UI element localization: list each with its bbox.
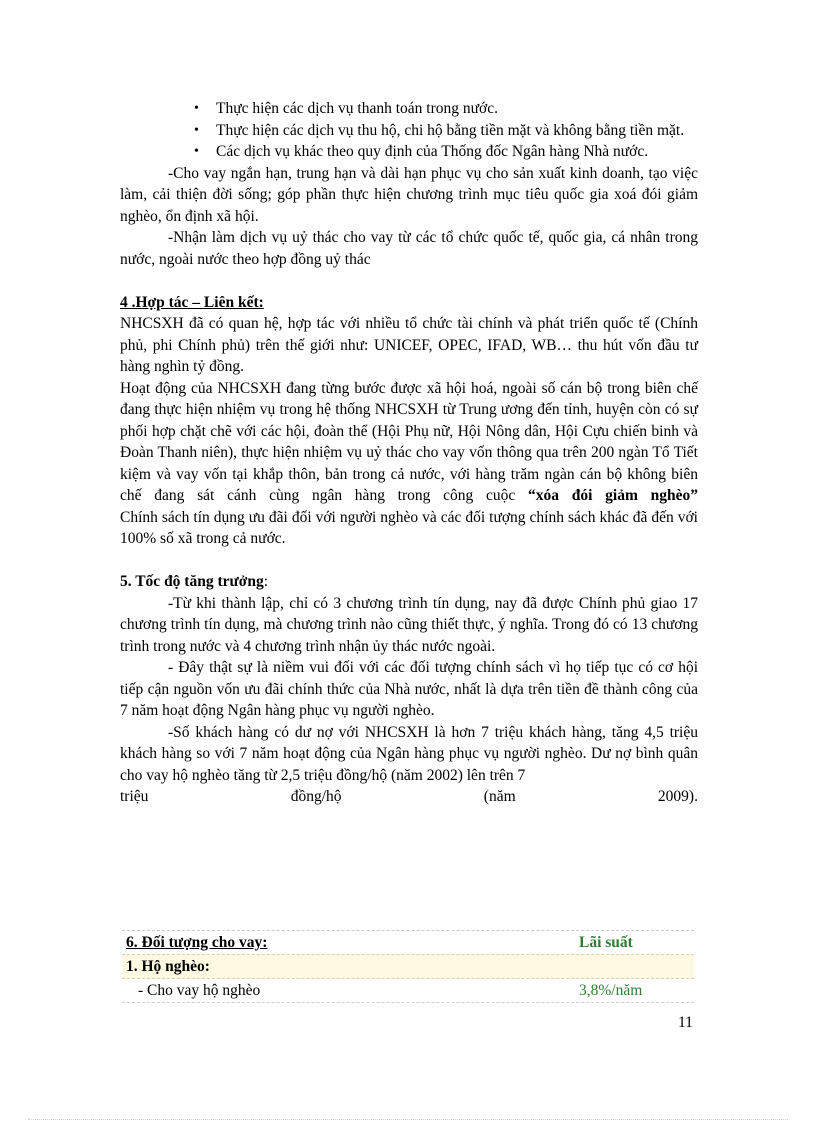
table-header-rate: Lãi suất <box>579 933 633 951</box>
table-row-label: - Cho vay hộ nghèo <box>138 981 261 999</box>
bullet-item: • Thực hiện các dịch vụ thu hộ, chi hộ bằng tiền mặt và không bằng tiền mặt. <box>216 120 698 142</box>
section-5-paragraph-3-last-line: triệu đồng/hộ (năm 2009). <box>120 788 698 805</box>
page-footer-divider <box>28 1119 788 1120</box>
section-5-paragraph-1: -Từ khi thành lập, chỉ có 3 chương trình tín dụng, nay đã được Chính phủ giao 17 chương trình tín dụng, mà chương trình nào cũng thiết thực, ý nghĩa. Trong đó có 13 chương trình trong nước và 4 chương trình nhận ủy thác nước ngoài. <box>120 594 698 655</box>
table-row-rate: 3,8%/năm <box>579 981 643 999</box>
bullet-icon: • <box>194 101 199 116</box>
section-4-paragraph-1: NHCSXH đã có quan hệ, hợp tác với nhiều tổ chức tài chính và phát triển quốc tế (Chính phủ, phi Chính phủ) trên thế giới như: UNICEF, OPEC, IFAD, WB… thu hút vốn đầu tư hàng nghìn tỷ đồng. <box>120 315 698 375</box>
document-page <box>120 98 698 808</box>
table-row <box>122 979 694 1003</box>
table-header-row <box>122 930 694 954</box>
entrusted-lending-paragraph: -Nhận làm dịch vụ uỷ thác cho vay từ các tổ chức quốc tế, quốc gia, cá nhân trong nước, ngoài nước theo hợp đồng uỷ thác <box>120 229 698 268</box>
borrower-rate-table <box>122 930 694 1003</box>
section-5-paragraph-3: -Số khách hàng có dư nợ với NHCSXH là hơn 7 triệu khách hàng, tăng 4,5 triệu khách hàng so với 7 năm hoạt động của Ngân hàng phục vụ người nghèo. Dư nợ bình quân cho vay hộ nghèo tăng từ 2,5 triệu đồng/hộ (năm 2002) lên trên 7 <box>120 723 698 784</box>
bullet-icon: • <box>194 144 199 159</box>
section-5-heading: 5. Tốc độ tăng trưởng: <box>120 573 269 590</box>
section-4-paragraph-2: Hoạt động của NHCSXH đang từng bước được xã hội hoá, ngoài số cán bộ trong biên chế đang thực hiện nhiệm vụ trong hệ thống NHCSXH từ Trung ương đến tỉnh, huyện còn có sự phối hợp chặt chẽ với các hội, đoàn thể (Hội Phụ nữ, Hội Nông dân, Hội Cựu chiến binh và Đoàn Thanh niên), thực hiện nhiệm vụ uỷ thác cho vay vốn thông qua trên 200 ngàn Tổ Tiết kiệm và vay vốn tại khắp thôn, bản trong cả nước, với hàng trăm ngàn cán bộ không biên chế đang sát cánh cùng ngân hàng trong công cuộc “xóa đói giảm nghèo” <box>120 379 698 504</box>
section-5-paragraph-2: - Đây thật sự là niềm vui đối với các đối tượng chính sách vì họ tiếp tục có cơ hội tiếp cận nguồn vốn ưu đãi chính thức của Nhà nước, nhất là dựa trên tiền đề thành công của 7 năm hoạt động Ngân hàng phục vụ người nghèo. <box>120 659 698 719</box>
table-category-row <box>122 954 694 979</box>
bullet-icon: • <box>194 122 199 138</box>
table-category-label: 1. Hộ nghèo: <box>126 957 210 975</box>
bullet-item: • Thực hiện các dịch vụ thanh toán trong nước. <box>216 98 698 120</box>
section-4-heading: 4 .Hợp tác – Liên kết: <box>120 293 264 311</box>
page-number: 11 <box>678 1014 693 1031</box>
section-4-paragraph-3: Chính sách tín dụng ưu đãi đối với người nghèo và các đối tượng chính sách khác đã đến với 100% số xã trong cả nước. <box>120 508 698 547</box>
lending-paragraph: -Cho vay ngắn hạn, trung hạn và dài hạn phục vụ cho sản xuất kinh doanh, tạo việc làm, cải thiện đời sống; góp phần thực hiện chương trình mục tiêu quốc gia xoá đói giảm nghèo, ổn định xã hội. <box>120 164 698 225</box>
service-bullet-list <box>120 98 698 163</box>
slogan-quote: “xóa đói giảm nghèo” <box>528 487 698 504</box>
bullet-item: • Các dịch vụ khác theo quy định của Thống đốc Ngân hàng Nhà nước. <box>216 141 698 163</box>
table-header-label: 6. Đối tượng cho vay: <box>126 933 268 951</box>
